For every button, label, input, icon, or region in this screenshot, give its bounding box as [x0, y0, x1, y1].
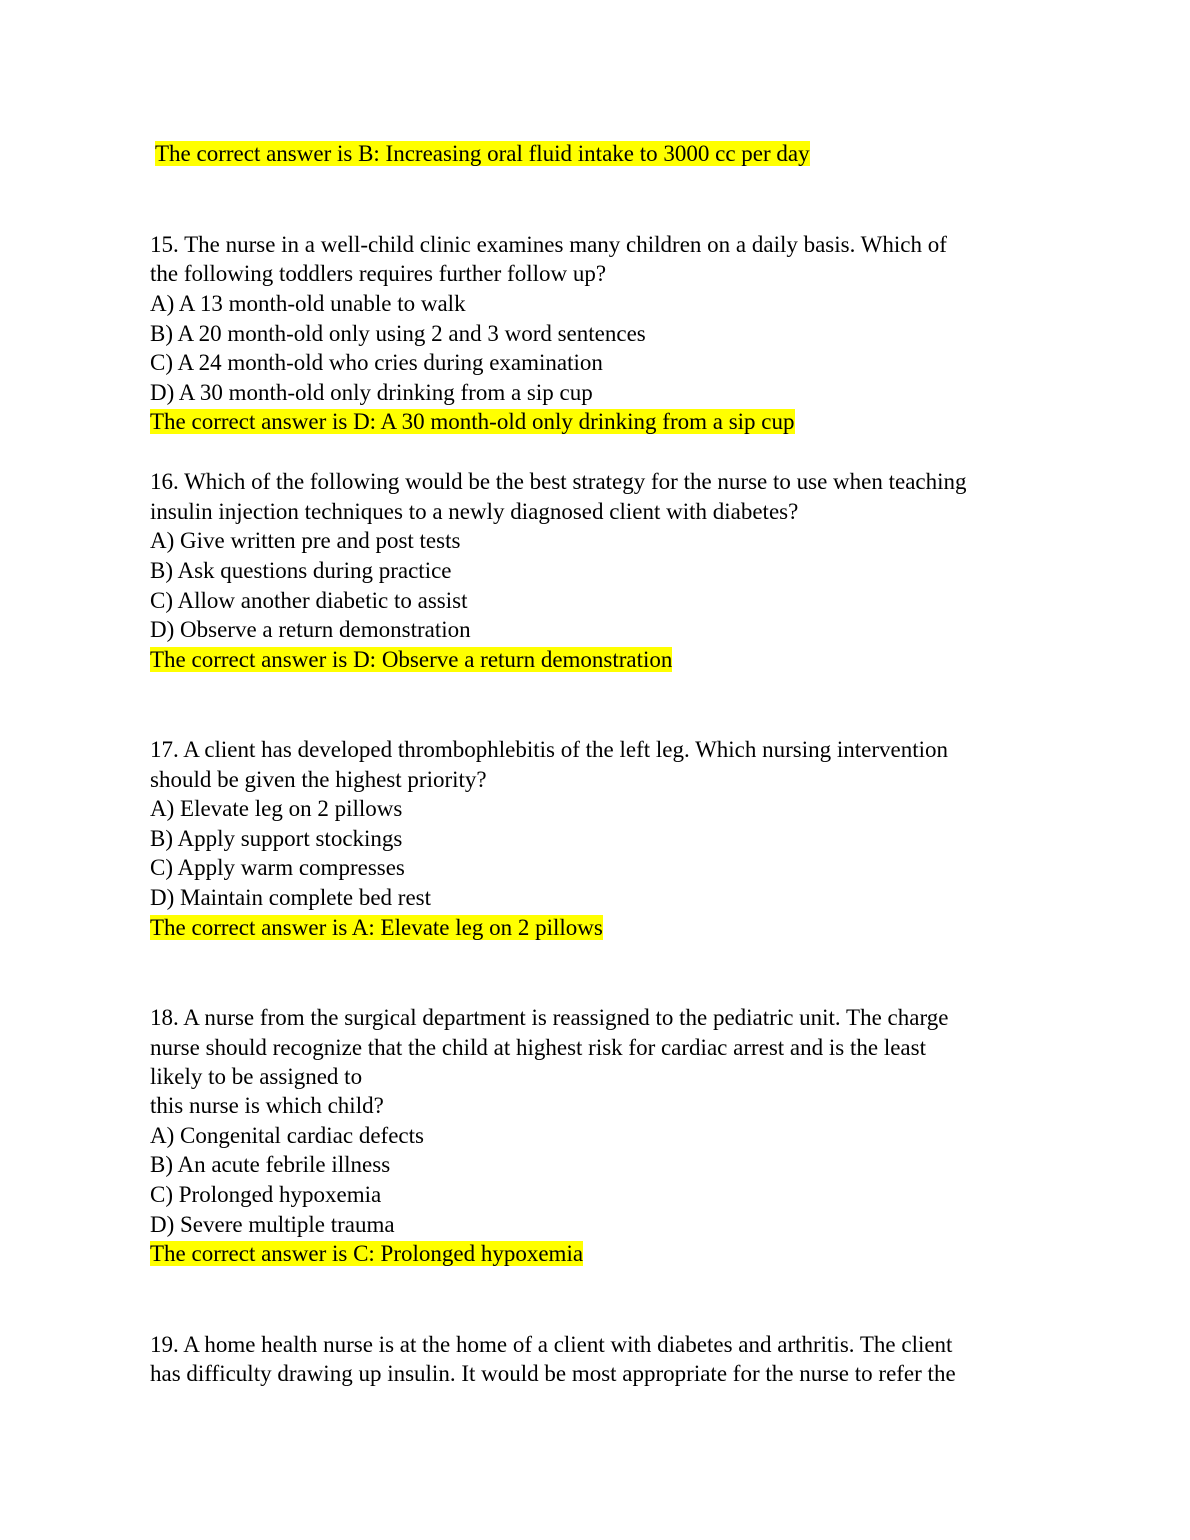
- question-17-line-2: should be given the highest priority?: [150, 767, 487, 792]
- answer-line: The correct answer is C: Prolonged hypoxemia: [150, 1241, 584, 1266]
- question-18-line-1: 18. A nurse from the surgical department is reassigned to the pediatric unit. The charge: [150, 1005, 949, 1030]
- option-b: B) A 20 month-old only using 2 and 3 word sentences: [150, 321, 646, 346]
- option-b: B) Ask questions during practice: [150, 558, 452, 583]
- option-a: A) Give written pre and post tests: [150, 528, 461, 553]
- option-b: B) Apply support stockings: [150, 826, 403, 851]
- answer-line: The correct answer is D: A 30 month-old only drinking from a sip cup: [150, 409, 795, 434]
- option-a: A) Congenital cardiac defects: [150, 1123, 424, 1148]
- question-18-line-4: this nurse is which child?: [150, 1093, 384, 1118]
- answer-line: The correct answer is D: Observe a return demonstration: [150, 647, 673, 672]
- question-16-line-1: 16. Which of the following would be the best strategy for the nurse to use when teaching: [150, 469, 967, 494]
- option-c: C) Allow another diabetic to assist: [150, 588, 468, 613]
- question-17-line-1: 17. A client has developed thrombophlebitis of the left leg. Which nursing intervention: [150, 737, 949, 762]
- question-15-line-2: the following toddlers requires further follow up?: [150, 261, 607, 286]
- option-d: D) Observe a return demonstration: [150, 617, 471, 642]
- question-18-line-3: likely to be assigned to: [150, 1064, 363, 1089]
- option-a: A) Elevate leg on 2 pillows: [150, 796, 403, 821]
- answer-line: The correct answer is A: Elevate leg on 2 pillows: [150, 915, 603, 940]
- question-18-line-2: nurse should recognize that the child at highest risk for cardiac arrest and is the least: [150, 1035, 926, 1060]
- option-d: D) A 30 month-old only drinking from a sip cup: [150, 380, 593, 405]
- question-19-line-1: 19. A home health nurse is at the home of a client with diabetes and arthritis. The client: [150, 1332, 953, 1357]
- option-c: C) Prolonged hypoxemia: [150, 1182, 382, 1207]
- question-16-line-2: insulin injection techniques to a newly diagnosed client with diabetes?: [150, 499, 799, 524]
- option-d: D) Severe multiple trauma: [150, 1212, 395, 1237]
- question-19-line-2: has difficulty drawing up insulin. It would be most appropriate for the nurse to refer the: [150, 1361, 956, 1386]
- answer-line: The correct answer is B: Increasing oral fluid intake to 3000 cc per day: [155, 141, 810, 166]
- option-c: C) Apply warm compresses: [150, 855, 405, 880]
- option-c: C) A 24 month-old who cries during examination: [150, 350, 603, 375]
- option-d: D) Maintain complete bed rest: [150, 885, 432, 910]
- question-15-line-1: 15. The nurse in a well-child clinic examines many children on a daily basis. Which of: [150, 232, 947, 257]
- option-b: B) An acute febrile illness: [150, 1152, 391, 1177]
- option-a: A) A 13 month-old unable to walk: [150, 291, 466, 316]
